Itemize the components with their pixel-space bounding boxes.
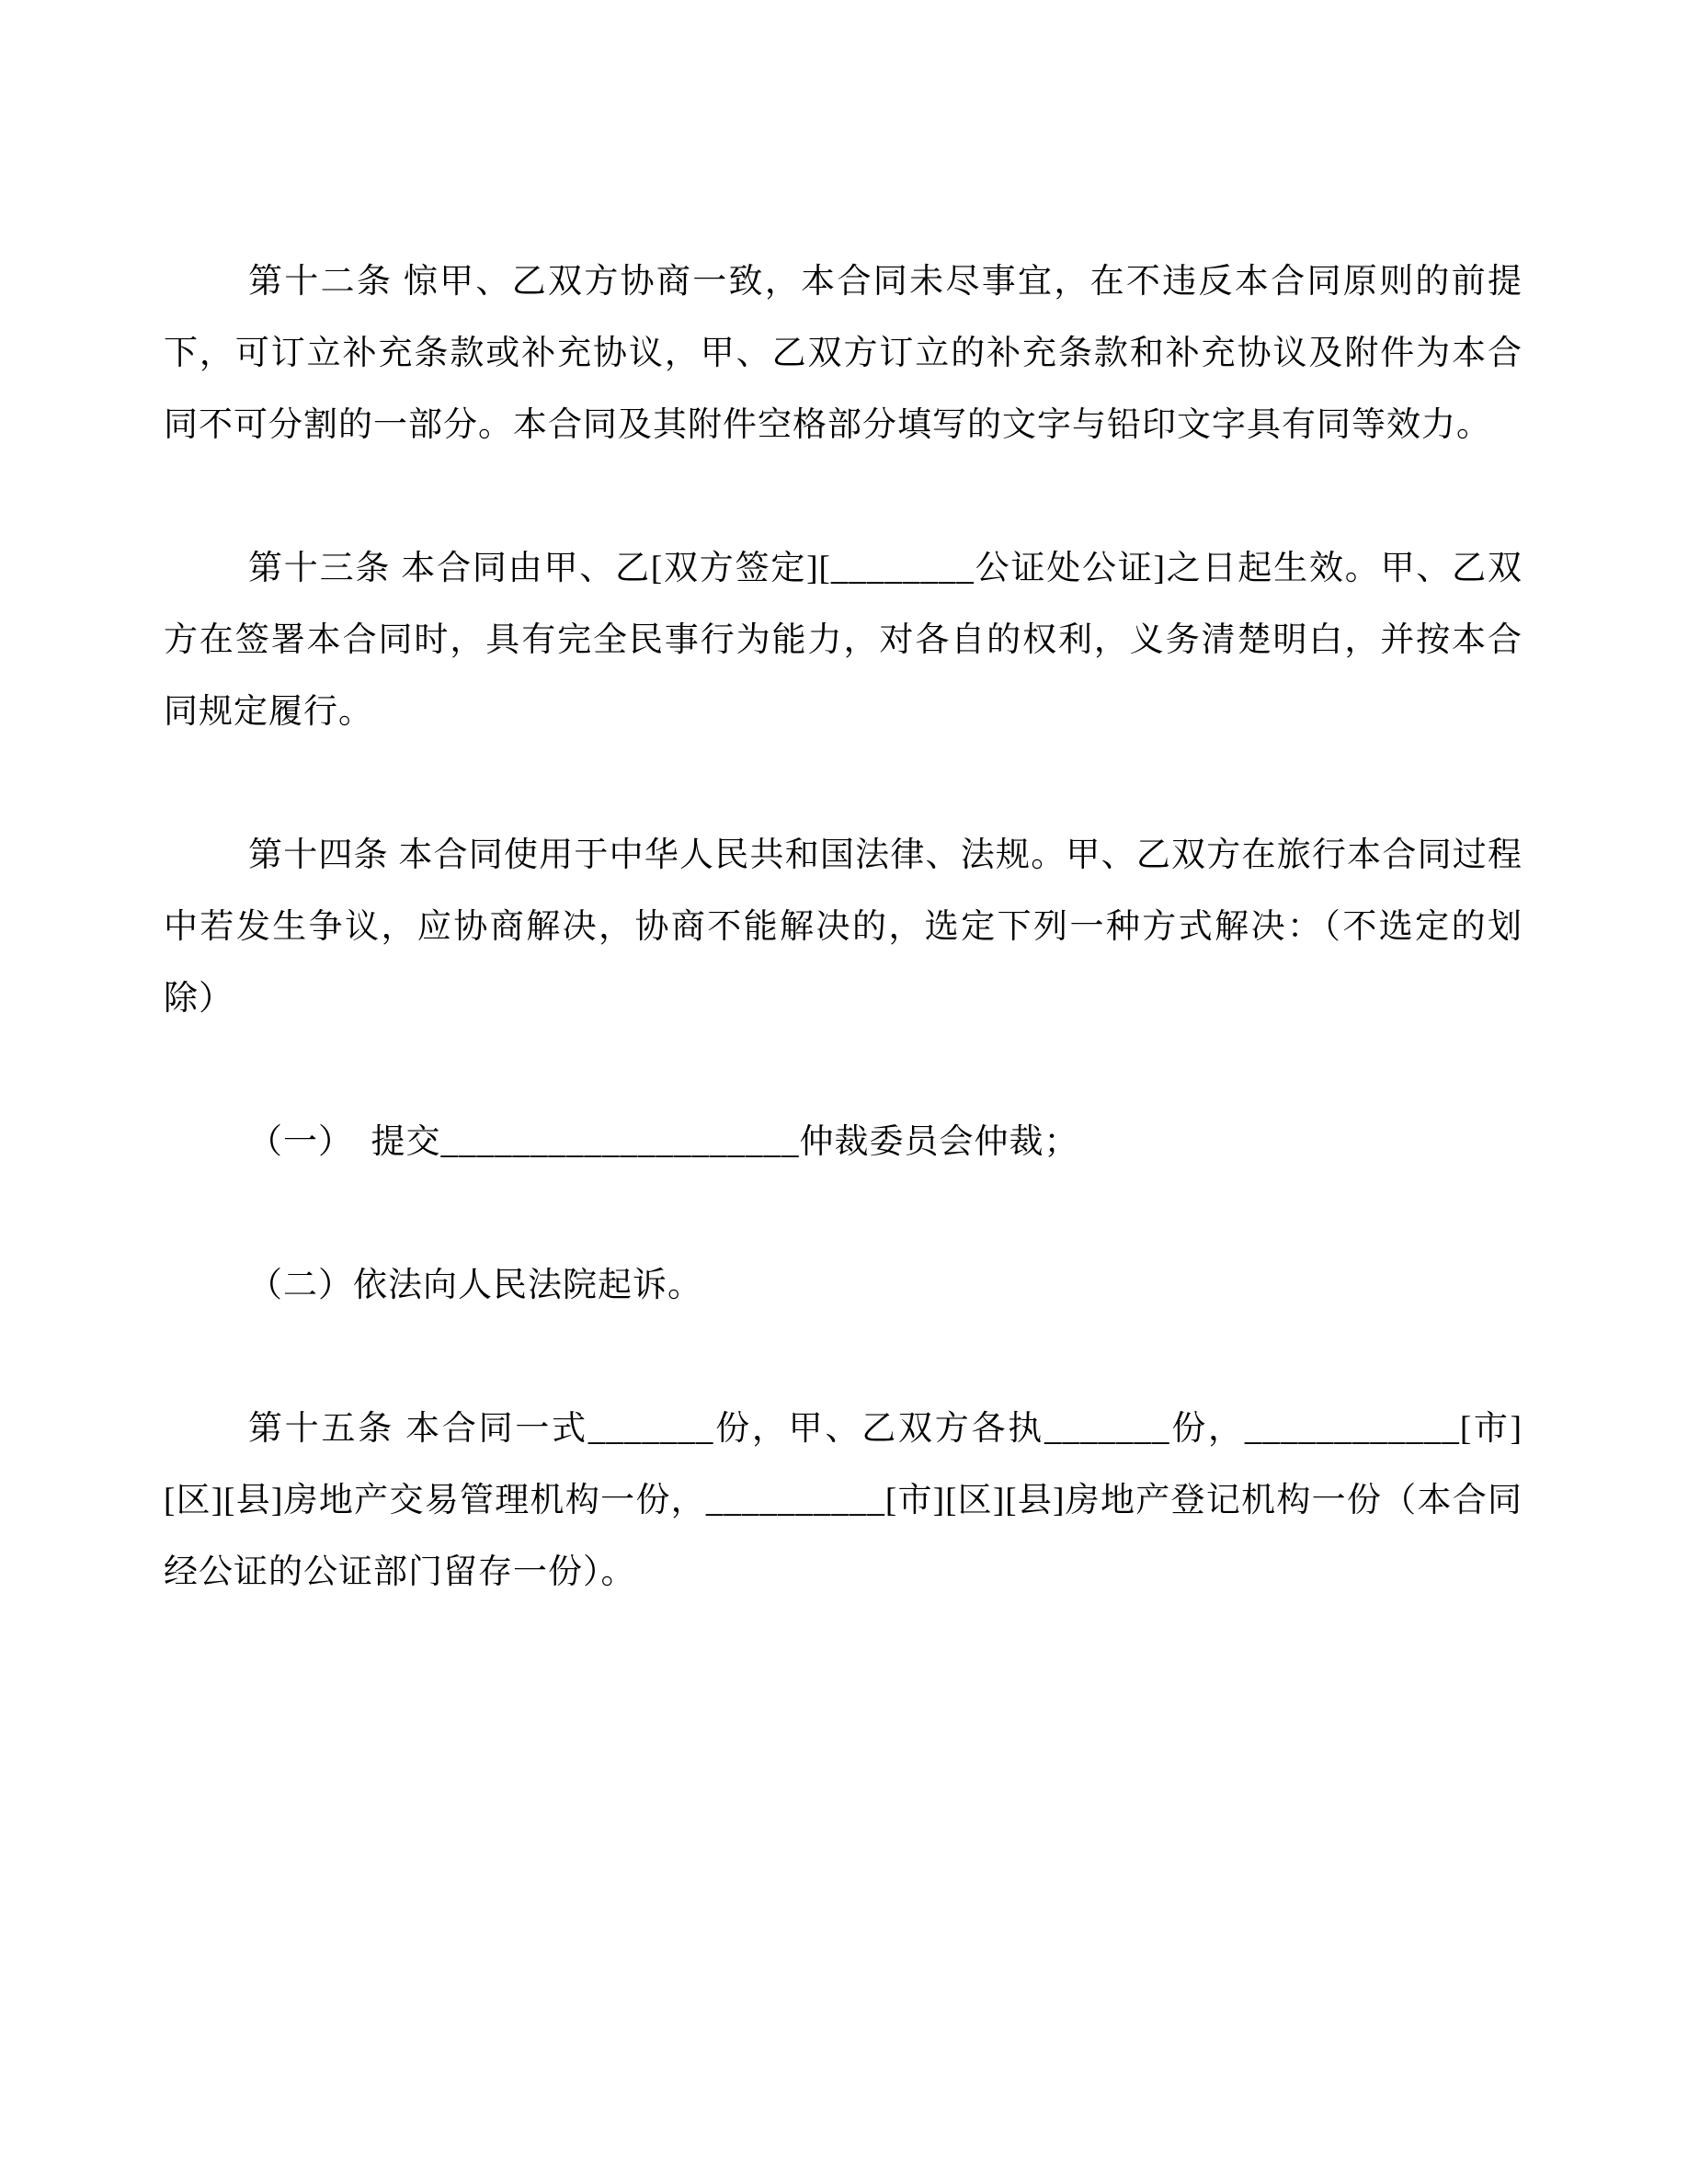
paragraph-article-13: 第十三条 本合同由甲、乙[双方签定][________公证处公证]之日起生效。甲、乙双方在签署本合同时，具有完全民事行为能力，对各自的权利，义务清楚明白，并按本合同规定履行。: [164, 550, 1523, 731]
contract-body: [164, 246, 1523, 1609]
paragraph-article-15: 第十五条 本合同一式_______份，甲、乙双方各执_______份，____________[市][区][县]房地产交易管理机构一份，__________[市][区][县]房地产登记机构一份（本合同经公证的公证部门留存一份）。: [164, 1410, 1523, 1591]
paragraph-article-14: 第十四条 本合同使用于中华人民共和国法律、法规。甲、乙双方在旅行本合同过程中若发生争议，应协商解决，协商不能解决的，选定下列一种方式解决：（不选定的划除）: [164, 836, 1523, 1018]
paragraph-article-12: 第十二条 惊甲、乙双方协商一致，本合同未尽事宜，在不违反本合同原则的前提下，可订立补充条款或补充协议，甲、乙双方订立的补充条款和补充协议及附件为本合同不可分割的一部分。本合同及其附件空格部分填写的文字与铅印文字具有同等效力。: [164, 263, 1523, 444]
paragraph-article-14-item-2: （二）依法向人民法院起诉。: [248, 1267, 702, 1304]
paragraph-article-14-item-1: （一） 提交____________________仲裁委员会仲裁；: [248, 1123, 1079, 1161]
